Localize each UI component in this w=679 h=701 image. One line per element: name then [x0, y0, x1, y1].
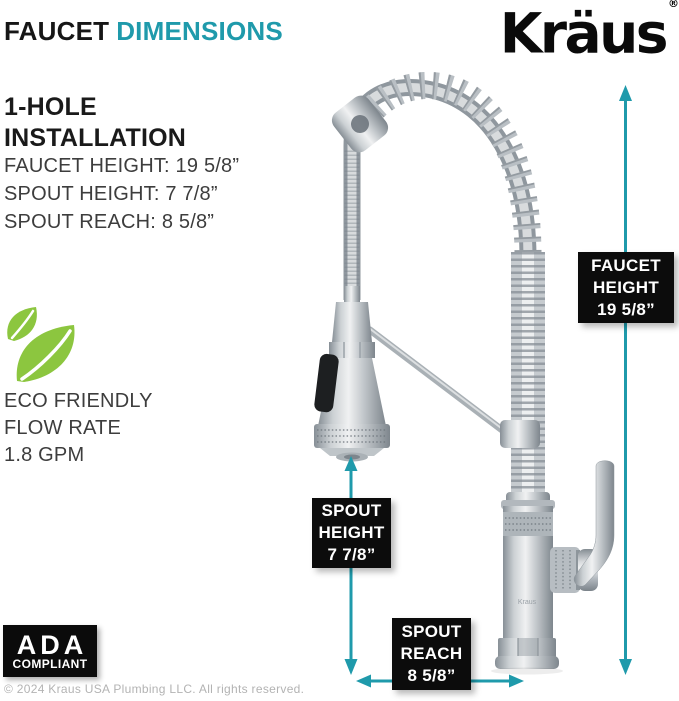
eco-line-flowrate: FLOW RATE [4, 417, 121, 439]
eco-line-friendly: ECO FRIENDLY [4, 390, 153, 412]
copyright-text: © 2024 Kraus USA Plumbing LLC. All rights reserved. [4, 682, 305, 696]
faucet-height-label-line2: HEIGHT [592, 277, 660, 297]
arrow-right-icon [509, 675, 524, 688]
faucet-spray-head [314, 286, 390, 462]
dimension-lines [345, 85, 633, 688]
faucet-body-brand-text: Kraus [517, 599, 537, 606]
arrow-left-icon [356, 675, 371, 688]
faucet-height-dimension-line [619, 85, 632, 675]
title-word-faucet: FAUCET [4, 16, 110, 46]
spout-height-label-value: 7 7/8” [327, 545, 376, 564]
installation-heading-line2: INSTALLATION [4, 124, 187, 152]
spout-reach-label-line2: REACH [400, 644, 463, 663]
spec-spout-reach: SPOUT REACH: 8 5/8” [4, 211, 215, 233]
installation-heading-line1: 1-HOLE [4, 93, 97, 121]
eco-line-gpm: 1.8 GPM [4, 444, 85, 466]
spout-height-label-line1: SPOUT [321, 501, 382, 520]
faucet-spring-arch [374, 85, 528, 256]
ada-badge-title: ADA [16, 629, 88, 660]
spec-faucet-height: FAUCET HEIGHT: 19 5/8” [4, 155, 240, 177]
ada-badge-subtitle: COMPLIANT [12, 656, 88, 671]
arrow-down-icon [619, 659, 632, 675]
spout-reach-label [392, 618, 471, 690]
faucet-base-flange [495, 656, 559, 669]
spout-height-label-line2: HEIGHT [318, 523, 385, 542]
faucet-height-label-value: 19 5/8” [597, 299, 655, 319]
spout-height-label [312, 498, 391, 568]
faucet-height-label-line1: FAUCET [591, 255, 661, 275]
faucet-handle [550, 461, 614, 593]
title-word-dimensions: DIMENSIONS [116, 16, 283, 46]
spout-reach-label-line1: SPOUT [401, 622, 462, 641]
faucet-height-label [578, 252, 674, 323]
arrow-down-icon [345, 659, 358, 675]
arrow-up-icon [619, 85, 632, 101]
brand-name: Kräus [499, 1, 666, 66]
spec-spout-height: SPOUT HEIGHT: 7 7/8” [4, 183, 218, 205]
spout-reach-label-value: 8 5/8” [407, 666, 456, 685]
registered-trademark-icon: ® [668, 0, 679, 10]
